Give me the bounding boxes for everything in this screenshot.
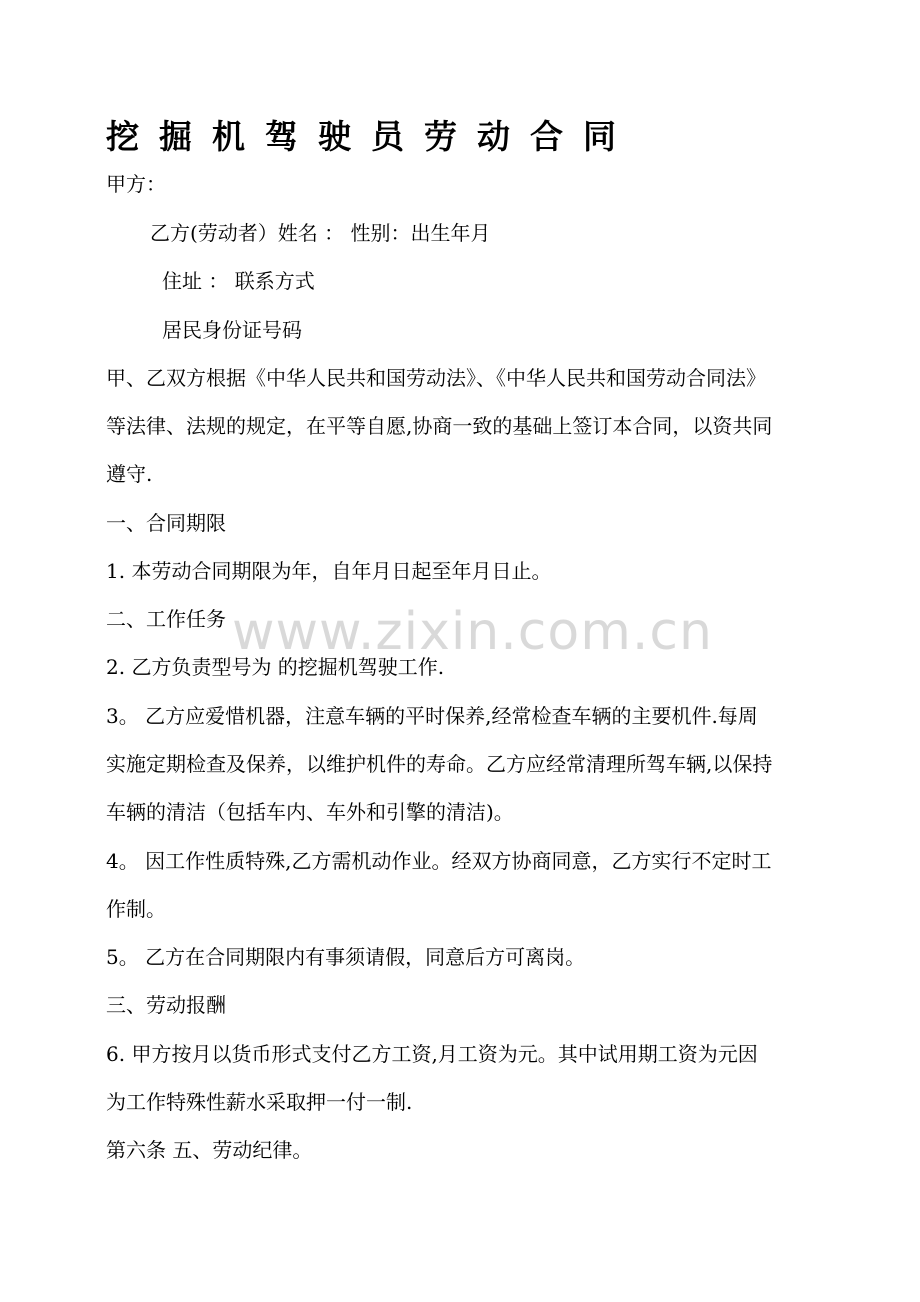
clause-5: 5。 乙方在合同期限内有事须请假，同意后方可离岗。 xyxy=(106,945,586,969)
clause-6-line-1: 6. 甲方按月以货币形式支付乙方工资,月工资为元。其中试用期工资为元因 xyxy=(106,1042,758,1066)
clause-3-line-2: 实施定期检查及保养，以维护机件的寿命。乙方应经常清理所驾车辆,以保持 xyxy=(106,752,773,776)
document-title: 挖掘机驾驶员劳动合同 xyxy=(106,117,636,156)
clause-6-line-2: 为工作特殊性薪水采取押一付一制. xyxy=(106,1090,413,1114)
intro-line-3: 遵守. xyxy=(106,462,153,486)
intro-line-1: 甲、乙双方根据《中华人民共和国劳动法》、《中华人民共和国劳动合同法》 xyxy=(106,366,766,390)
intro-line-2: 等法律、法规的规定，在平等自愿,协商一致的基础上签订本合同，以资共同 xyxy=(106,414,773,438)
clause-4-line-1: 4。 因工作性质特殊,乙方需机动作业。经双方协商同意，乙方实行不定时工 xyxy=(106,849,772,873)
address-contact-line: 住址 ： 联系方式 xyxy=(162,269,315,293)
id-number-line: 居民身份证号码 xyxy=(162,318,302,342)
clause-3-line-3: 车辆的清洁（包括车内、车外和引擎的清洁)。 xyxy=(106,800,514,824)
clause-3-line-1: 3。 乙方应爱惜机器，注意车辆的平时保养,经常检查车辆的主要机件.每周 xyxy=(106,704,758,728)
clause-4-line-2: 作制。 xyxy=(106,897,166,921)
clause-1: 1. 本劳动合同期限为年，自年月日起至年月日止。 xyxy=(106,559,552,583)
section-heading-remuneration: 三、劳动报酬 xyxy=(106,993,226,1017)
party-a-label: 甲方： xyxy=(106,172,166,196)
section-heading-contract-term: 一、合同期限 xyxy=(106,511,226,535)
party-b-info-line: 乙方(劳动者）姓名 ： 性别：出生年月 xyxy=(150,221,491,245)
watermark: www.zixin.com.cn xyxy=(232,602,713,662)
clause-2: 2. 乙方负责型号为 的挖掘机驾驶工作. xyxy=(106,655,445,679)
section-heading-labor-discipline: 第六条 五、劳动纪律。 xyxy=(106,1138,313,1162)
section-heading-work-tasks: 二、工作任务 xyxy=(106,607,226,631)
